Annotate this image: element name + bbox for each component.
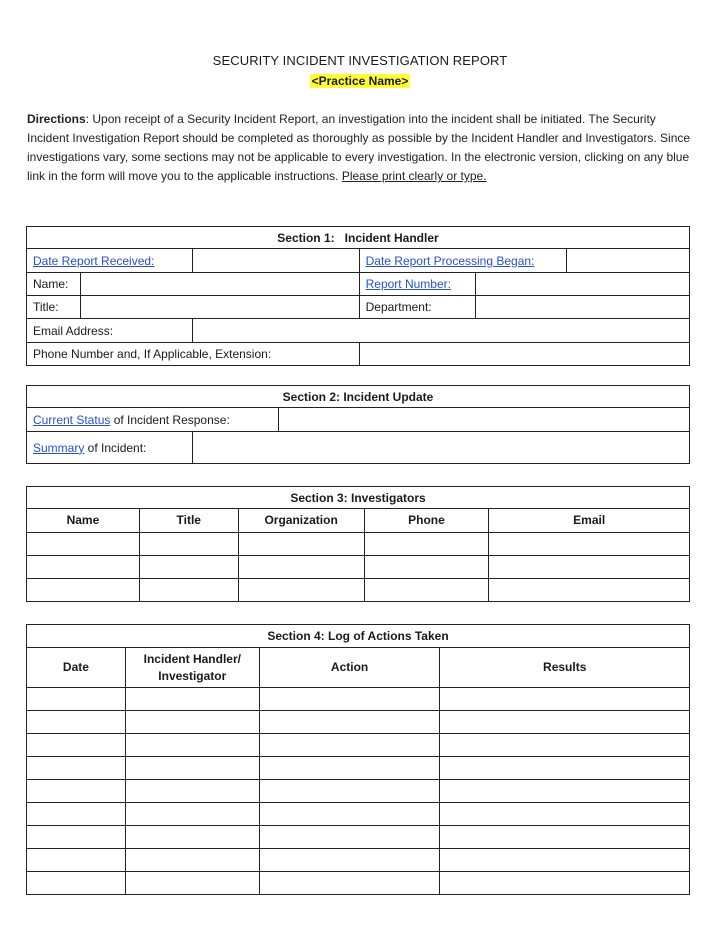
cell[interactable] (125, 734, 259, 757)
table-row (27, 579, 690, 602)
cell[interactable] (259, 826, 440, 849)
cell[interactable] (27, 533, 140, 556)
email-field[interactable] (192, 319, 689, 343)
col-handler-investigator: Incident Handler/ Investigator (125, 648, 259, 688)
col-phone: Phone (364, 509, 489, 533)
email-label: Email Address: (27, 319, 193, 343)
col-email: Email (489, 509, 690, 533)
col-title: Title (139, 509, 238, 533)
processing-began-label[interactable] (359, 249, 567, 273)
cell[interactable] (440, 849, 690, 872)
cell[interactable] (125, 826, 259, 849)
cell[interactable] (489, 579, 690, 602)
name-field[interactable] (80, 273, 359, 296)
name-label: Name: (27, 273, 81, 296)
col-organization: Organization (238, 509, 364, 533)
cell[interactable] (259, 780, 440, 803)
cell[interactable] (364, 556, 489, 579)
directions-label: Directions (27, 112, 86, 126)
processing-began-link[interactable]: Date Report Processing Began: (365, 253, 535, 268)
cell[interactable] (440, 826, 690, 849)
cell[interactable] (440, 688, 690, 711)
table-row (27, 734, 690, 757)
section-1-table (26, 226, 690, 366)
table-row (27, 711, 690, 734)
report-title: SECURITY INCIDENT INVESTIGATION REPORT (212, 53, 508, 68)
col-action: Action (259, 648, 440, 688)
cell[interactable] (125, 849, 259, 872)
cell[interactable] (364, 533, 489, 556)
cell[interactable] (364, 579, 489, 602)
practice-name: <Practice Name> (311, 74, 409, 88)
cell[interactable] (125, 688, 259, 711)
cell[interactable] (259, 872, 440, 895)
cell[interactable] (27, 826, 126, 849)
print-note: Please print clearly or type. (341, 169, 487, 183)
section-2-table (26, 385, 690, 464)
section-4-table (26, 624, 690, 895)
practice-name-row (0, 72, 720, 90)
cell[interactable] (27, 711, 126, 734)
table-row (27, 688, 690, 711)
current-status-text: of Incident Response: (110, 412, 230, 427)
current-status-link[interactable]: Current Status (33, 412, 111, 427)
summary-text: of Incident: (84, 440, 147, 455)
section-3-header: Section 3: Investigators (27, 487, 690, 509)
cell[interactable] (27, 734, 126, 757)
table-row (27, 826, 690, 849)
cell[interactable] (440, 803, 690, 826)
cell[interactable] (27, 556, 140, 579)
cell[interactable] (125, 780, 259, 803)
section-1-header (27, 227, 690, 249)
summary-link[interactable]: Summary (33, 440, 85, 455)
cell[interactable] (259, 688, 440, 711)
table-row (27, 533, 690, 556)
cell[interactable] (259, 849, 440, 872)
section-2-header: Section 2: Incident Update (27, 386, 690, 408)
title-label: Title: (27, 296, 81, 319)
cell[interactable] (27, 579, 140, 602)
cell[interactable] (125, 711, 259, 734)
section-3-table (26, 486, 690, 602)
cell[interactable] (27, 688, 126, 711)
report-number-field[interactable] (475, 273, 689, 296)
cell[interactable] (259, 711, 440, 734)
cell[interactable] (440, 711, 690, 734)
processing-began-field[interactable] (567, 249, 690, 273)
cell[interactable] (440, 734, 690, 757)
current-status-label (27, 408, 279, 432)
table-row (27, 803, 690, 826)
report-number-link[interactable]: Report Number: (365, 277, 451, 291)
report-number-label[interactable] (359, 273, 475, 296)
cell[interactable] (139, 533, 238, 556)
cell[interactable] (238, 556, 364, 579)
date-report-received-label[interactable] (27, 249, 193, 273)
cell[interactable] (125, 757, 259, 780)
cell[interactable] (27, 780, 126, 803)
directions-text: : Upon receipt of a Security Incident Report, an investigation into the incident shall be initiated. The Security Incident Investigation Report should be completed as thoroughly as possible by the Incident Handler and Investigators. Since investigations vary, some sections may not be applicable to every investigation. In the electronic version, clicking on any blue link in the form will move you to the applicable instructions. (27, 112, 691, 183)
table-row (27, 872, 690, 895)
col-date: Date (27, 648, 126, 688)
cell[interactable] (125, 872, 259, 895)
cell[interactable] (259, 803, 440, 826)
cell[interactable] (440, 872, 690, 895)
title-field[interactable] (80, 296, 359, 319)
date-report-received-field[interactable] (192, 249, 359, 273)
table-row (27, 849, 690, 872)
cell[interactable] (27, 803, 126, 826)
cell[interactable] (259, 757, 440, 780)
department-field[interactable] (475, 296, 689, 319)
cell[interactable] (440, 780, 690, 803)
cell[interactable] (139, 579, 238, 602)
section-1-title: Incident Handler (344, 230, 439, 245)
section-1-prefix: Section 1: (277, 230, 335, 245)
cell[interactable] (259, 734, 440, 757)
cell[interactable] (238, 533, 364, 556)
current-status-field[interactable] (278, 408, 689, 432)
cell[interactable] (238, 579, 364, 602)
section-4-header: Section 4: Log of Actions Taken (27, 625, 690, 648)
directions-paragraph (27, 110, 697, 186)
col-name: Name (27, 509, 140, 533)
date-report-received-link[interactable]: Date Report Received: (33, 253, 155, 268)
cell[interactable] (125, 803, 259, 826)
cell[interactable] (27, 872, 126, 895)
summary-field[interactable] (192, 432, 689, 464)
table-row (27, 780, 690, 803)
phone-field[interactable] (359, 343, 689, 366)
cell[interactable] (489, 556, 690, 579)
phone-label: Phone Number and, If Applicable, Extension: (27, 343, 360, 366)
department-label: Department: (359, 296, 475, 319)
summary-label (27, 432, 193, 464)
cell[interactable] (27, 757, 126, 780)
table-row (27, 556, 690, 579)
cell[interactable] (27, 849, 126, 872)
cell[interactable] (440, 757, 690, 780)
table-row (27, 757, 690, 780)
cell[interactable] (139, 556, 238, 579)
cell[interactable] (489, 533, 690, 556)
col-results: Results (440, 648, 690, 688)
